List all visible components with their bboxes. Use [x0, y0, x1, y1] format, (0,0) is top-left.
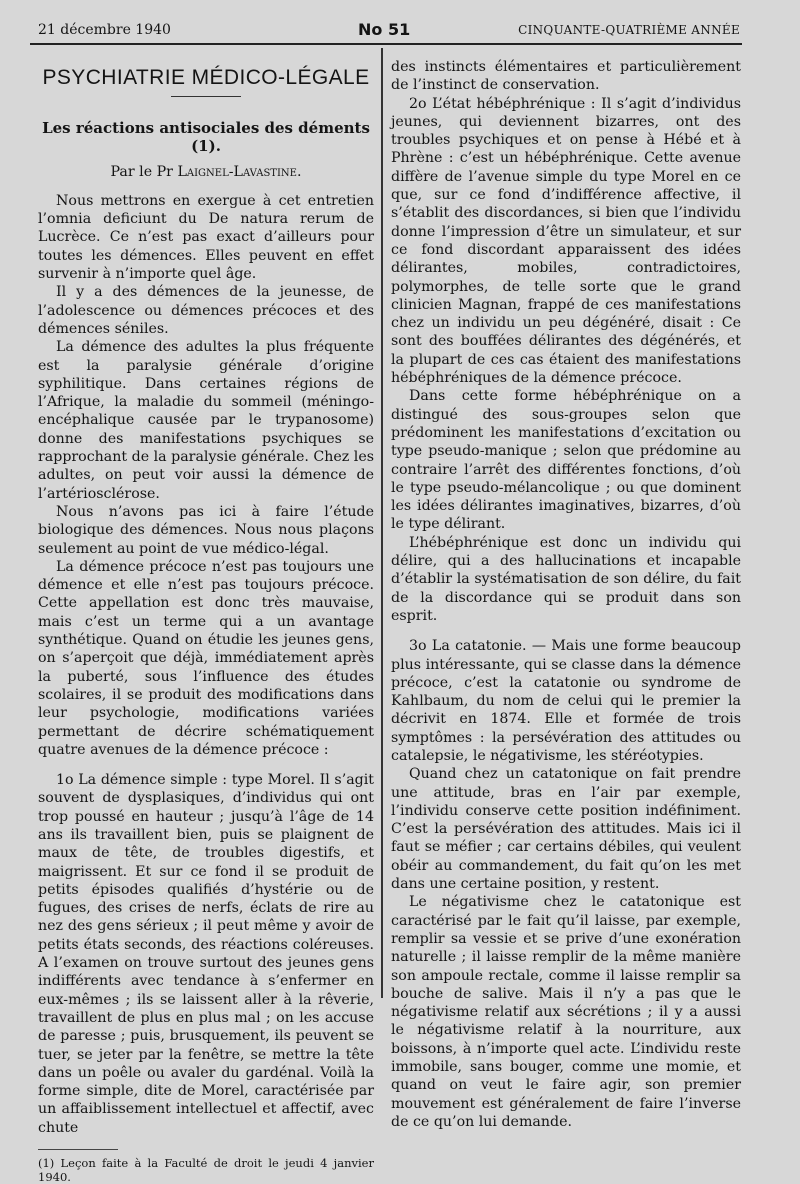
paragraph: Nous mettrons en exergue à cet entretien l’omnia deficiunt du De natura rerum de Lucrèce. Ce n’est pas exact d’ailleurs pour toutes les démences. Elles peuvent en effet survenir à n’importe quel âge. [38, 192, 374, 283]
paragraph: des instincts élémentaires et particulièrement de l’instinct de conservation. [391, 59, 741, 94]
author-name: Laignel-Lavastine. [177, 163, 302, 180]
paragraph: L’hébéphrénique est donc un individu qui délire, qui a des hallucinations et incapable d’établir la systématisation de son délire, du fait de la discordance qui se produit dans son esprit. [391, 534, 741, 624]
page-header [38, 22, 740, 42]
issue-number: No 51 [358, 20, 411, 39]
footnote: (1) Leçon faite à la Faculté de droit le jeudi 4 janvier 1940. [38, 1156, 374, 1184]
title-rule [171, 96, 241, 97]
paragraph: La démence précoce n’est pas toujours une démence et elle n’est pas toujours précoce. Cette appellation est donc très mauvaise, mais c’est un terme qui a un avantage synthétique. Quand on étudie les jeunes gens, on s’aperçoit que déjà, immédiatement après la puberté, sous l’influence des études scolaires, il se produit des modifications dans leur psychologie, modifications variées permettant de décrire schématiquement quatre avenues de la démence précoce : [38, 558, 374, 758]
section-title: PSYCHIATRIE MÉDICO-LÉGALE [42, 66, 370, 89]
byline [38, 163, 374, 181]
volume-year: CINQUANTE-QUATRIÈME ANNÉE [518, 23, 740, 37]
right-column [391, 58, 741, 1131]
paragraph: Le négativisme chez le catatonique est caractérisé par le fait qu’il laisse, par exemple, remplir sa vessie et se prive d’une exonération naturelle ; il laisse remplir de la même manière son ampoule rectale, comme il laisse remplir sa bouche de salive. Mais il n’y a pas que le négativisme relatif aux sécrétions ; il y a aussi le négativisme relatif à la nourriture, aux boissons, à n’importe quel acte. L’individu reste immobile, sans bouger, comme une momie, et quand on veut le faire agir, son premier mouvement est généralement de faire l’inverse de ce qu’on lui demande. [391, 894, 741, 1130]
paragraph: 1o La démence simple : type Morel. Il s’agit souvent de dysplasiques, d’individus qui ont trop poussé en hauteur ; jusqu’à l’âge de 14 ans ils travaillent bien, puis se plaignent de maux de tête, de troubles digestifs, et maigrissent. Et sur ce fond il se produit de petits épisodes qualifiés d’hystérie ou de fugues, des crises de nerfs, éclats de rire au nez des gens sérieux ; il peut même y avoir de petits états seconds, des réactions coléreuses. A l’examen on trouve surtout des jeunes gens indifférents avec tendance à s’enfermer en eux-mêmes ; ils se laissent aller à la rêverie, travaillent de plus en plus mal ; on les accuse de paresse ; puis, brusquement, ils peuvent se tuer, se jeter par la fenêtre, se mettre la tête dans un poêle ou avaler du gardénal. Voilà la forme simple, dite de Morel, caractérisée par un affaiblissement intellectuel et affectif, avec chute [38, 772, 374, 1136]
paragraph: 3o La catatonie. — Mais une forme beaucoup plus intéressante, qui se classe dans la démence précoce, c’est la catatonie ou syndrome de Kahlbaum, du nom de celui qui le premier la décrivit en 1874. Elle et formée de trois symptômes : la persévération des attitudes ou catalepsie, le négativisme, les stéréotypies. [391, 638, 741, 764]
column-divider [381, 48, 383, 998]
issue-date: 21 décembre 1940 [38, 22, 171, 38]
left-column [38, 58, 374, 1184]
paragraph: La démence des adultes la plus fréquente est la paralysie générale d’origine syphilitique. Dans certaines régions de l’Afrique, la maladie du sommeil (méningo-encéphalique causée par le trypanosome) donne des manifestations psychiques se rapprochant de la paralysie générale. Chez les adultes, on peut voir aussi la démence de l’artériosclérose. [38, 339, 374, 502]
article-title: Les réactions antisociales des déments (1). [42, 119, 370, 156]
header-rule [30, 43, 742, 45]
paragraph: Quand chez un catatonique on fait prendre une attitude, bras en l’air par exemple, l’individu conserve cette position indéfiniment. C’est la persévération des attitudes. Mais ici il faut se méfier ; car certains débiles, qui veulent obéir au commandement, du fait qu’on les met dans une certaine position, y restent. [391, 766, 741, 893]
paragraph: 2o L’état hébéphrénique : Il s’agit d’individus jeunes, qui deviennent bizarres, ont des troubles psychiques et on pense à Hébé et à Phrène : c’est un hébéphrénique. Cette avenue diffère de l’avenue simple du type Morel en ce que, sur ce fond d’indifférence affective, il s’établit des discordances, si bien que l’individu donne l’impression d’être un simulateur, et sur ce fond discordant apparaissent des idées délirantes, mobiles, contradictoires, polymorphes, de telle sorte que le grand clinicien Magnan, frappé de ces manifestations chez un individu un peu dégénéré, disait : Ce sont des bouffées délirantes des dégénérés, et la plupart de ces cas étaient des manifestations hébéphréniques de la démence précoce. [391, 95, 741, 387]
paragraph: Dans cette forme hébéphrénique on a distingué des sous-groupes selon que prédominent les manifestations d’excitation ou type pseudo-manique ; selon que prédomine au contraire l’arrêt des différentes fonctions, d’où le type pseudo-mélancolique ; ou que dominent les idées délirantes imaginatives, bizarres, d’où le type délirant. [391, 388, 741, 533]
byline-prefix: Par le Pr [110, 163, 178, 180]
paragraph: Il y a des démences de la jeunesse, de l’adolescence ou démences précoces et des démences séniles. [38, 284, 374, 337]
paragraph: Nous n’avons pas ici à faire l’étude biologique des démences. Nous nous plaçons seulement au point de vue médico-légal. [38, 503, 374, 557]
footnote-rule [38, 1149, 118, 1150]
